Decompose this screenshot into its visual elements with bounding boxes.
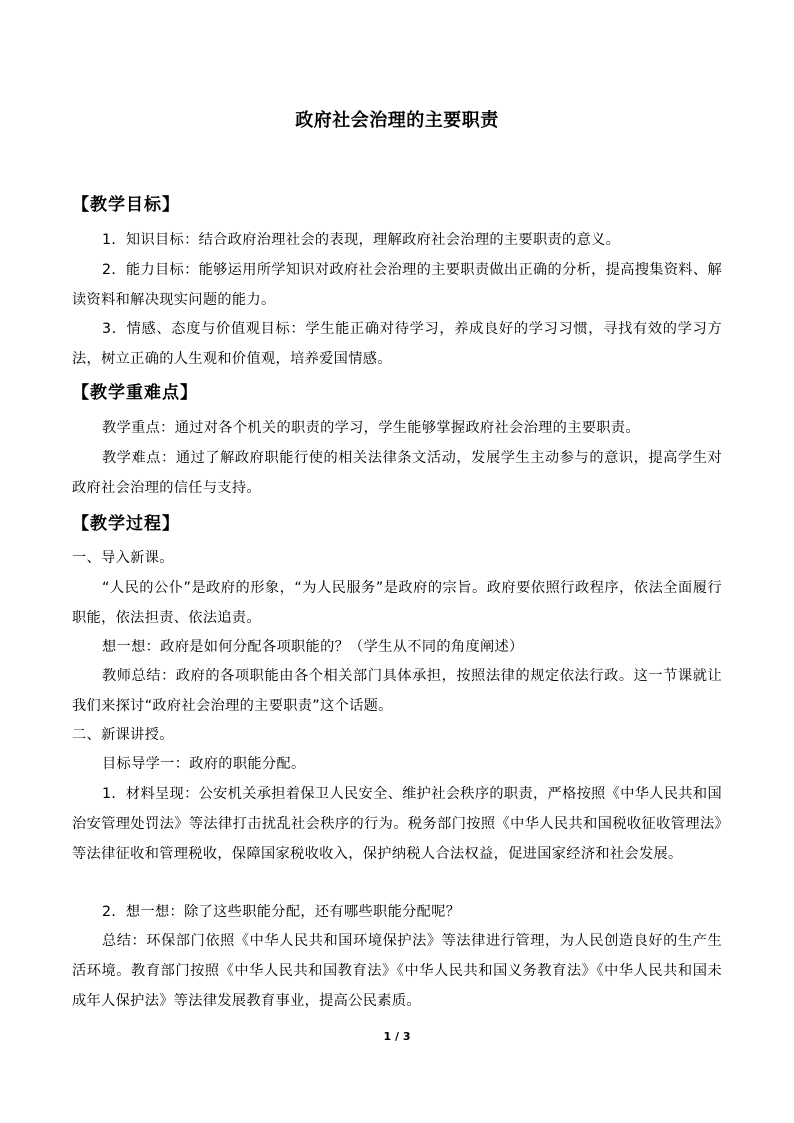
section-heading-objectives: 【教学目标】 [72, 195, 180, 215]
key-point-item-1: 教学重点：通过对各个机关的职责的学习，学生能够掌握政府社会治理的主要职责。 [102, 420, 640, 436]
objective-item-2: 2．能力目标：能够运用所学知识对政府社会治理的主要职责做出正确的分析，提高搜集资料、解读资料和解决现实问题的能力。 [72, 262, 722, 308]
process-part2-item-4: 总结：环保部门依照《中华人民共和国环境保护法》等法律进行管理，为人民创造良好的生产生活环境。教育部门按照《中华人民共和国教育法》《中华人民共和国义务教育法》《中华人民共和国未成年人保护法》等法律发展教育事业，提高公民素质。 [72, 933, 722, 1009]
process-part1-item-2: 想一想：政府是如何分配各项职能的？（学生从不同的角度阐述） [102, 639, 524, 655]
process-part2-item-2: 1．材料呈现：公安机关承担着保卫人民安全、维护社会秩序的职责，严格按照《中华人民共和国治安管理处罚法》等法律打击扰乱社会秩序的行为。税务部门按照《中华人民共和国税收征收管理法》等法律征收和管理税收，保障国家税收收入，保护纳税人合法权益，促进国家经济和社会发展。 [72, 786, 722, 862]
section-heading-key-points: 【教学重难点】 [72, 383, 198, 403]
process-part2-title: 二、新课讲授。 [72, 727, 174, 743]
document-title: 政府社会治理的主要职责 [295, 110, 499, 131]
section-heading-process: 【教学过程】 [72, 514, 180, 534]
process-part1-item-1: “人民的公仆”是政府的形象，“为人民服务”是政府的宗旨。政府要依照行政程序，依法全面履行职能，依法担责、依法追责。 [72, 580, 722, 626]
process-part2-item-3: 2．想一想：除了这些职能分配，还有哪些职能分配呢？ [102, 904, 461, 920]
page-number: 1 / 3 [383, 1030, 411, 1043]
key-point-item-2: 教学难点：通过了解政府职能行使的相关法律条文活动，发展学生主动参与的意识，提高学生对政府社会治理的信任与支持。 [72, 450, 722, 496]
process-part1-title: 一、导入新课。 [72, 550, 174, 566]
process-part2-item-1: 目标导学一：政府的职能分配。 [102, 756, 306, 772]
objective-item-1: 1．知识目标：结合政府治理社会的表现，理解政府社会治理的主要职责的意义。 [102, 232, 621, 248]
objective-item-3: 3．情感、态度与价值观目标：学生能正确对待学习，养成良好的学习习惯，寻找有效的学习方法，树立正确的人生观和价值观，培养爱国情感。 [72, 321, 722, 367]
process-part1-item-3: 教师总结：政府的各项职能由各个相关部门具体承担，按照法律的规定依法行政。这一节课就让我们来探讨“政府社会治理的主要职责”这个话题。 [72, 668, 722, 714]
